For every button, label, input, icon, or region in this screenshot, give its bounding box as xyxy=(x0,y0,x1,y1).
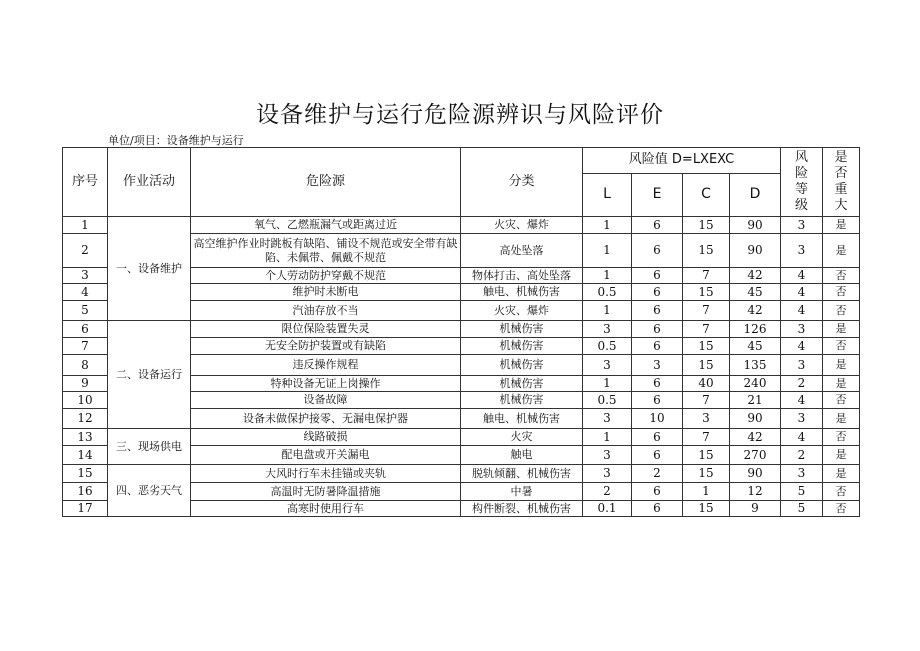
cell-l: 3 xyxy=(583,465,632,483)
cell-hazard: 设备故障 xyxy=(191,392,461,409)
header-activity: 作业活动 xyxy=(108,148,191,217)
cell-hazard: 维护时未断电 xyxy=(191,284,461,301)
cell-is-major: 是 xyxy=(823,234,860,268)
cell-hazard: 高寒时使用行车 xyxy=(191,501,461,517)
cell-e: 10 xyxy=(632,409,683,429)
cell-d: 45 xyxy=(730,284,781,301)
cell-activity-group: 三、现场供电 xyxy=(108,429,191,465)
cell-no: 2 xyxy=(63,234,108,268)
cell-l: 1 xyxy=(583,234,632,268)
cell-category: 构件断裂、机械伤害 xyxy=(461,501,583,517)
cell-l: 3 xyxy=(583,321,632,338)
header-risk-value: 风险值 D=LXEXC xyxy=(583,148,781,174)
cell-e: 3 xyxy=(632,355,683,376)
cell-hazard: 线路破损 xyxy=(191,429,461,446)
cell-c: 15 xyxy=(683,465,730,483)
cell-no: 6 xyxy=(63,321,108,338)
cell-risk-level: 3 xyxy=(781,409,823,429)
cell-d: 42 xyxy=(730,429,781,446)
cell-hazard: 设备未做保护接零、无漏电保护器 xyxy=(191,409,461,429)
cell-e: 6 xyxy=(632,268,683,284)
cell-d: 42 xyxy=(730,301,781,321)
cell-c: 15 xyxy=(683,234,730,268)
cell-e: 6 xyxy=(632,338,683,355)
cell-activity-group: 二、设备运行 xyxy=(108,321,191,429)
cell-d: 90 xyxy=(730,465,781,483)
cell-risk-level: 5 xyxy=(781,483,823,501)
unit-line: 单位/项目：设备维护与运行 xyxy=(108,134,244,147)
cell-l: 0.1 xyxy=(583,501,632,517)
cell-is-major: 是 xyxy=(823,465,860,483)
header-l: L xyxy=(583,174,632,217)
cell-category: 高处坠落 xyxy=(461,234,583,268)
cell-d: 90 xyxy=(730,217,781,234)
header-category: 分类 xyxy=(461,148,583,217)
cell-d: 240 xyxy=(730,376,781,392)
cell-no: 15 xyxy=(63,465,108,483)
cell-l: 3 xyxy=(583,409,632,429)
header-no: 序号 xyxy=(63,148,108,217)
cell-hazard: 高温时无防暑降温措施 xyxy=(191,483,461,501)
cell-is-major: 是 xyxy=(823,376,860,392)
cell-category: 物体打击、高处坠落 xyxy=(461,268,583,284)
cell-category: 机械伤害 xyxy=(461,392,583,409)
cell-is-major: 是 xyxy=(823,355,860,376)
cell-risk-level: 4 xyxy=(781,284,823,301)
cell-e: 6 xyxy=(632,284,683,301)
header-is-major: 是 否 重 大 xyxy=(823,148,860,217)
header-hazard: 危险源 xyxy=(191,148,461,217)
cell-d: 42 xyxy=(730,268,781,284)
cell-l: 1 xyxy=(583,301,632,321)
cell-d: 135 xyxy=(730,355,781,376)
header-c: C xyxy=(683,174,730,217)
cell-is-major: 否 xyxy=(823,268,860,284)
cell-d: 12 xyxy=(730,483,781,501)
cell-is-major: 是 xyxy=(823,321,860,338)
cell-risk-level: 2 xyxy=(781,446,823,465)
cell-hazard: 特种设备无证上岗操作 xyxy=(191,376,461,392)
cell-category: 火灾、爆炸 xyxy=(461,217,583,234)
cell-l: 0.5 xyxy=(583,338,632,355)
cell-e: 6 xyxy=(632,429,683,446)
cell-is-major: 否 xyxy=(823,338,860,355)
table-row xyxy=(63,321,860,338)
cell-d: 270 xyxy=(730,446,781,465)
cell-risk-level: 4 xyxy=(781,338,823,355)
cell-e: 6 xyxy=(632,321,683,338)
cell-e: 6 xyxy=(632,376,683,392)
cell-no: 16 xyxy=(63,483,108,501)
cell-c: 1 xyxy=(683,483,730,501)
cell-e: 6 xyxy=(632,483,683,501)
cell-category: 脱轨倾翻、机械伤害 xyxy=(461,465,583,483)
cell-category: 触电、机械伤害 xyxy=(461,284,583,301)
cell-hazard: 违反操作规程 xyxy=(191,355,461,376)
cell-no: 10 xyxy=(63,392,108,409)
cell-c: 7 xyxy=(683,268,730,284)
header-risk-level: 风 险 等 级 xyxy=(781,148,823,217)
cell-no: 12 xyxy=(63,409,108,429)
cell-no: 1 xyxy=(63,217,108,234)
cell-d: 21 xyxy=(730,392,781,409)
cell-no: 5 xyxy=(63,301,108,321)
cell-no: 8 xyxy=(63,355,108,376)
cell-risk-level: 2 xyxy=(781,376,823,392)
cell-c: 7 xyxy=(683,429,730,446)
cell-risk-level: 4 xyxy=(781,392,823,409)
cell-e: 6 xyxy=(632,217,683,234)
cell-e: 6 xyxy=(632,234,683,268)
cell-hazard: 汽油存放不当 xyxy=(191,301,461,321)
cell-hazard: 配电盘或开关漏电 xyxy=(191,446,461,465)
cell-is-major: 否 xyxy=(823,429,860,446)
cell-category: 火灾、爆炸 xyxy=(461,301,583,321)
page-title: 设备维护与运行危险源辨识与风险评价 xyxy=(256,102,664,128)
table-row xyxy=(63,429,860,446)
cell-c: 3 xyxy=(683,409,730,429)
cell-risk-level: 4 xyxy=(781,268,823,284)
cell-d: 9 xyxy=(730,501,781,517)
cell-no: 14 xyxy=(63,446,108,465)
cell-risk-level: 4 xyxy=(781,429,823,446)
cell-c: 15 xyxy=(683,284,730,301)
cell-risk-level: 4 xyxy=(781,301,823,321)
header-d: D xyxy=(730,174,781,217)
cell-no: 7 xyxy=(63,338,108,355)
cell-is-major: 否 xyxy=(823,483,860,501)
cell-risk-level: 3 xyxy=(781,355,823,376)
cell-c: 7 xyxy=(683,392,730,409)
cell-l: 1 xyxy=(583,268,632,284)
cell-hazard: 高空维护作业时跳板有缺陷、铺设不规范或安全带有缺陷、未佩带、佩戴不规范 xyxy=(191,234,461,268)
risk-table xyxy=(62,147,860,517)
cell-is-major: 否 xyxy=(823,392,860,409)
cell-no: 9 xyxy=(63,376,108,392)
cell-c: 15 xyxy=(683,338,730,355)
cell-risk-level: 3 xyxy=(781,465,823,483)
cell-d: 126 xyxy=(730,321,781,338)
cell-risk-level: 5 xyxy=(781,501,823,517)
cell-c: 15 xyxy=(683,446,730,465)
cell-c: 15 xyxy=(683,217,730,234)
cell-no: 13 xyxy=(63,429,108,446)
cell-l: 1 xyxy=(583,429,632,446)
cell-hazard: 限位保险装置失灵 xyxy=(191,321,461,338)
cell-no: 17 xyxy=(63,501,108,517)
cell-category: 机械伤害 xyxy=(461,355,583,376)
cell-risk-level: 3 xyxy=(781,321,823,338)
table-row xyxy=(63,465,860,483)
header-e: E xyxy=(632,174,683,217)
cell-hazard: 无安全防护装置或有缺陷 xyxy=(191,338,461,355)
cell-is-major: 是 xyxy=(823,217,860,234)
cell-l: 0.5 xyxy=(583,392,632,409)
cell-e: 6 xyxy=(632,501,683,517)
cell-l: 3 xyxy=(583,446,632,465)
cell-c: 15 xyxy=(683,355,730,376)
cell-category: 触电 xyxy=(461,446,583,465)
cell-no: 4 xyxy=(63,284,108,301)
cell-is-major: 否 xyxy=(823,284,860,301)
cell-is-major: 是 xyxy=(823,446,860,465)
cell-c: 15 xyxy=(683,501,730,517)
cell-l: 1 xyxy=(583,376,632,392)
cell-activity-group: 四、恶劣天气 xyxy=(108,465,191,517)
cell-is-major: 是 xyxy=(823,409,860,429)
cell-hazard: 氧气、乙燃瓶漏气或距离过近 xyxy=(191,217,461,234)
cell-activity-group: 一、设备维护 xyxy=(108,217,191,321)
cell-d: 90 xyxy=(730,409,781,429)
cell-category: 机械伤害 xyxy=(461,321,583,338)
cell-risk-level: 3 xyxy=(781,234,823,268)
cell-e: 6 xyxy=(632,446,683,465)
cell-l: 1 xyxy=(583,217,632,234)
cell-hazard: 个人劳动防护穿戴不规范 xyxy=(191,268,461,284)
cell-e: 6 xyxy=(632,392,683,409)
cell-risk-level: 3 xyxy=(781,217,823,234)
cell-category: 机械伤害 xyxy=(461,338,583,355)
cell-is-major: 否 xyxy=(823,501,860,517)
cell-no: 3 xyxy=(63,268,108,284)
cell-e: 6 xyxy=(632,301,683,321)
cell-category: 机械伤害 xyxy=(461,376,583,392)
cell-l: 3 xyxy=(583,355,632,376)
cell-c: 40 xyxy=(683,376,730,392)
cell-c: 7 xyxy=(683,321,730,338)
cell-d: 45 xyxy=(730,338,781,355)
table-row xyxy=(63,217,860,234)
cell-d: 90 xyxy=(730,234,781,268)
cell-category: 火灾 xyxy=(461,429,583,446)
cell-hazard: 大风时行车未挂锚或夹轨 xyxy=(191,465,461,483)
cell-category: 中暑 xyxy=(461,483,583,501)
cell-l: 0.5 xyxy=(583,284,632,301)
cell-is-major: 否 xyxy=(823,301,860,321)
cell-e: 2 xyxy=(632,465,683,483)
cell-category: 触电、机械伤害 xyxy=(461,409,583,429)
cell-l: 2 xyxy=(583,483,632,501)
cell-c: 7 xyxy=(683,301,730,321)
